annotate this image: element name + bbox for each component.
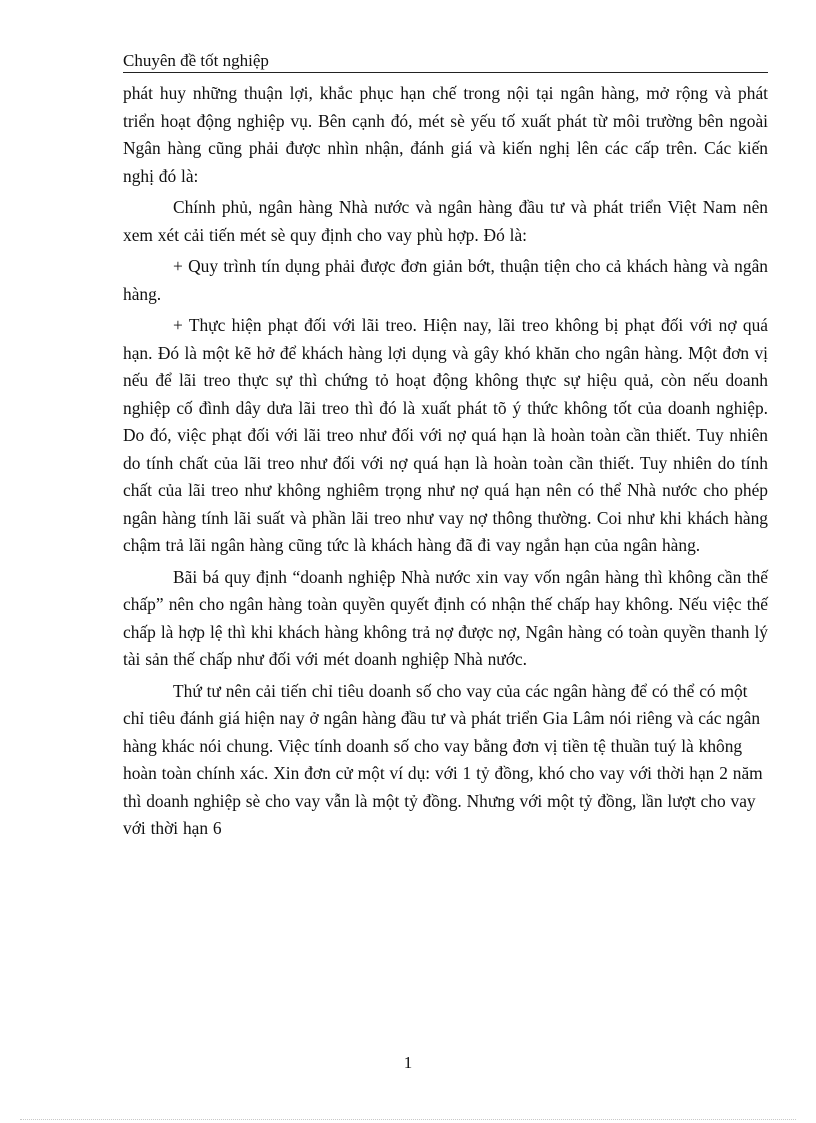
document-body [123, 80, 768, 847]
paragraph-loan-turnover: Thứ tư nên cải tiến chỉ tiêu doanh số cho vay của các ngân hàng để có thể có một chỉ tiêu đánh giá hiện nay ở ngân hàng đầu tư và phát triển Gia Lâm nói riêng và các ngân hàng khác nói chung. Việc tính doanh số cho vay bằng đơn vị tiền tệ thuần tuý là không hoàn toàn chính xác. Xin đơn cử một ví dụ: với 1 tỷ đồng, khó cho vay với thời hạn 2 năm thì doanh nghiệp sè cho vay vẫn là một tỷ đồng. Nhưng với một tỷ đồng, lần lượt cho vay với thời hạn 6 [123, 680, 763, 838]
paragraph-credit-process: + Quy trình tín dụng phải được đơn giản bớt, thuận tiện cho cả khách hàng và ngân hàng. [123, 256, 768, 304]
paragraph-penalty-interest: + Thực hiện phạt đối với lãi treo. Hiện nay, lãi treo không bị phạt đối với nợ quá hạn. Đó là một kẽ hở để khách hàng lợi dụng và gây khó khăn cho ngân hàng. Một đơn vị nếu để lãi treo thực sự thì chứng tỏ hoạt động không thực sự hiệu quả, còn nếu doanh nghiệp cố đình dây dưa lãi treo thì đó là xuất phát tõ ý thức không tốt của doanh nghiệp. Do đó, việc phạt đối với lãi treo như đối với nợ quá hạn là hoàn toàn cần thiết. Tuy nhiên do tính chất của lãi treo như đối với nợ quá hạn là hoàn toàn cần thiết. Tuy nhiên do tính chất của lãi treo như không nghiêm trọng như nợ quá hạn nên có thể Nhà nước cho phép ngân hàng tính lãi suất và phần lãi treo như vay nợ thông thường. Coi như khi khách hàng chậm trả lãi ngân hàng cũng tức là khách hàng đã đi vay ngắn hạn của ngân hàng. [123, 315, 768, 555]
paragraph-continuation: phát huy những thuận lợi, khắc phục hạn chế trong nội tại ngân hàng, mở rộng và phát triển hoạt động nghiệp vụ. Bên cạnh đó, mét sè yếu tố xuất phát từ môi trường bên ngoài Ngân hàng cũng phải được nhìn nhận, đánh giá và kiến nghị lên các cấp trên. Các kiến nghị đó là: [123, 83, 768, 186]
paragraph-recommendation-intro: Chính phủ, ngân hàng Nhà nước và ngân hàng đầu tư và phát triển Việt Nam nên xem xét cải tiến mét sè quy định cho vay phù hợp. Đó là: [123, 197, 768, 245]
page-header [123, 50, 768, 73]
page-bottom-divider [20, 1119, 796, 1120]
page-number: 1 [403, 1053, 413, 1072]
document-title: Chuyên đề tốt nghiệp [123, 51, 269, 70]
paragraph-collateral: Bãi bá quy định “doanh nghiệp Nhà nước xin vay vốn ngân hàng thì không cần thế chấp” nên cho ngân hàng toàn quyền quyết định có nhận thế chấp hay không. Nếu việc thế chấp là hợp lệ thì khi khách hàng không trả nợ được nợ, Ngân hàng có toàn quyền thanh lý tài sản thế chấp như đối với mét doanh nghiệp Nhà nước. [123, 566, 768, 669]
